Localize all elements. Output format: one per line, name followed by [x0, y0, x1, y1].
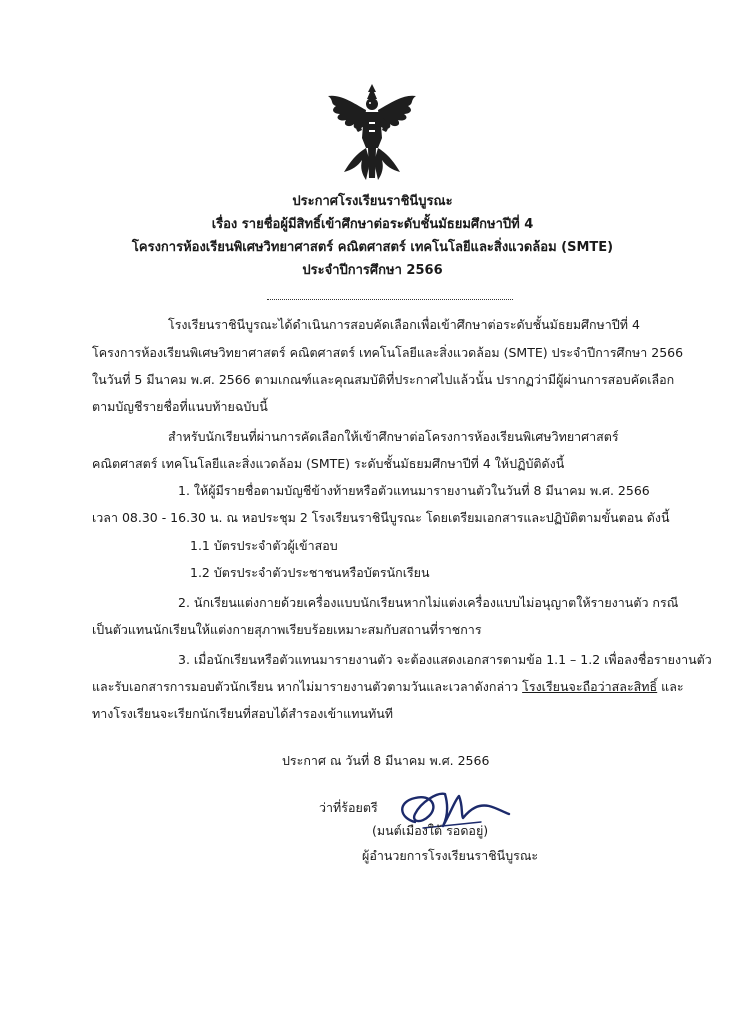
- announcement-date: ประกาศ ณ วันที่ 8 มีนาคม พ.ศ. 2566: [282, 753, 490, 768]
- paragraph-1-line-4: ตามบัญชีรายชื่อที่แนบท้ายฉบับนี้: [92, 399, 268, 414]
- paragraph-2-line-2: คณิตศาสตร์ เทคโนโลยีและสิ่งแวดล้อม (SMTE) ระดับชั้นมัธยมศึกษาปีที่ 4 ให้ปฏิบัติดังนี้: [92, 456, 565, 471]
- garuda-emblem-icon: [322, 82, 422, 182]
- item-1-sub-2: 1.2 บัตรประจำตัวประชาชนหรือบัตรนักเรียน: [190, 565, 430, 580]
- item-3-line-2-end: และ: [657, 679, 684, 694]
- announcement-subject: เรื่อง รายชื่อผู้มีสิทธิ์เข้าศึกษาต่อระดับชั้นมัธยมศึกษาปีที่ 4: [211, 217, 534, 232]
- item-2-line-2: เป็นตัวแทนนักเรียนให้แต่งกายสุภาพเรียบร้อยเหมาะสมกับสถานที่ราชการ: [92, 622, 482, 637]
- title-separator: [267, 299, 513, 300]
- signer-position: ผู้อำนวยการโรงเรียนราชินีบูรณะ: [362, 848, 539, 863]
- signer-name: (มนต์เมืองใต้ รอดอยู่): [372, 823, 489, 838]
- forfeit-notice: โรงเรียนจะถือว่าสละสิทธิ์: [522, 679, 658, 694]
- item-1-sub-1: 1.1 บัตรประจำตัวผู้เข้าสอบ: [190, 538, 338, 553]
- item-1-line-1: 1. ให้ผู้มีรายชื่อตามบัญชีข้างท้ายหรือตัวแทนมารายงานตัวในวันที่ 8 มีนาคม พ.ศ. 2566: [178, 483, 650, 498]
- item-3-line-2-start: และรับเอกสารการมอบตัวนักเรียน หากไม่มารายงานตัวตามวันและเวลาดังกล่าว: [92, 679, 523, 694]
- item-3-line-1: 3. เมื่อนักเรียนหรือตัวแทนมารายงานตัว จะต้องแสดงเอกสารตามข้อ 1.1 – 1.2 เพื่อลงชื่อรายงานตัว: [178, 652, 712, 667]
- item-2-line-1: 2. นักเรียนแต่งกายด้วยเครื่องแบบนักเรียนหากไม่แต่งเครื่องแบบไม่อนุญาตให้รายงานตัว กรณี: [178, 595, 679, 610]
- paragraph-2-line-1: สำหรับนักเรียนที่ผ่านการคัดเลือกให้เข้าศึกษาต่อโครงการห้องเรียนพิเศษวิทยาศาสตร์: [168, 429, 619, 444]
- item-3-line-3: ทางโรงเรียนจะเรียกนักเรียนที่สอบได้สำรองเข้าแทนทันที: [92, 706, 394, 721]
- paragraph-1-line-1: โรงเรียนราชินีบูรณะได้ดำเนินการสอบคัดเลือกเพื่อเข้าศึกษาต่อระดับชั้นมัธยมศึกษาปีที่ 4: [168, 317, 640, 332]
- item-3-line-2: [92, 678, 684, 696]
- academic-year: ประจำปีการศึกษา 2566: [302, 263, 443, 278]
- announcement-title: ประกาศโรงเรียนราชินีบูรณะ: [292, 194, 453, 209]
- paragraph-1-line-2: โครงการห้องเรียนพิเศษวิทยาศาสตร์ คณิตศาสตร์ เทคโนโลยีและสิ่งแวดล้อม (SMTE) ประจำปีการศึกษา 2566: [92, 345, 684, 360]
- signer-rank: ว่าที่ร้อยตรี: [319, 800, 378, 815]
- program-name: โครงการห้องเรียนพิเศษวิทยาศาสตร์ คณิตศาสตร์ เทคโนโลยีและสิ่งแวดล้อม (SMTE): [131, 240, 614, 255]
- item-1-line-2: เวลา 08.30 - 16.30 น. ณ หอประชุม 2 โรงเรียนราชินีบูรณะ โดยเตรียมเอกสารและปฏิบัติตามขั้นตอน ดังนี้: [92, 510, 670, 525]
- paragraph-1-line-3: ในวันที่ 5 มีนาคม พ.ศ. 2566 ตามเกณฑ์และคุณสมบัติที่ประกาศไปแล้วนั้น ปรากฏว่ามีผู้ผ่านการสอบคัดเลือก: [92, 372, 675, 387]
